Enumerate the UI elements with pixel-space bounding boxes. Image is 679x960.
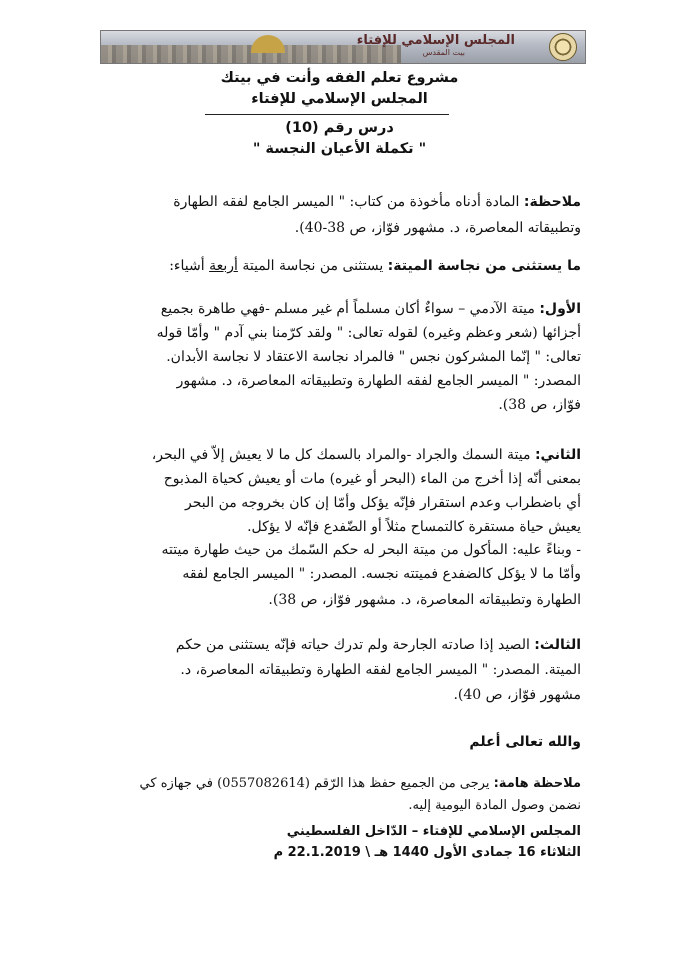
note-label: ملاحظة: xyxy=(523,194,581,210)
first-text-4: المصدر: " الميسر الجامع لفقه الطهارة وتطبيقاته المعاصرة، د. مشهور xyxy=(176,373,581,389)
important-note-text-2: نضمن وصول المادة اليومية إليه. xyxy=(408,798,581,813)
second-text-1: ميتة السمك والجراد -والمراد بالسمك كل ما لا يعيش إلاّ في البحر، xyxy=(151,447,531,463)
banner-subtitle: بيت المقدس xyxy=(422,48,465,57)
second-text-3: أي باضطراب وعدم استقرار فإنّه يؤكل وأمّا إن كان بخروجه من البحر xyxy=(185,495,581,511)
closing-phrase: والله تعالى أعلم xyxy=(469,734,581,750)
project-title: مشروع تعلم الفقه وأنت في بيتك xyxy=(220,70,459,86)
first-text-2: أجزائها (شعر وعظم وغيره) لقوله تعالى: " ولقد كرّمنا بني آدم " وأمّا قوله xyxy=(156,325,581,341)
second-line-1 xyxy=(152,445,581,465)
header-banner xyxy=(100,30,586,64)
council-logo xyxy=(549,33,577,61)
second-text-5: - وبناءً عليه: المأكول من ميتة البحر له حكم السّمك من حيث طهارة ميتته xyxy=(161,542,581,558)
exceptions-heading xyxy=(169,256,581,276)
exceptions-text-post: أشياء: xyxy=(169,258,210,274)
note-text-1: المادة أدناه مأخوذة من كتاب: " الميسر الجامع لفقه الطهارة xyxy=(173,194,520,210)
second-text-7: الطهارة وتطبيقاته المعاصرة، د. مشهور فوّاز، ص 38). xyxy=(268,592,581,608)
lesson-title: " تكملة الأعيان النجسة " xyxy=(252,141,427,157)
footer-council: المجلس الإسلامي للإفتاء – الدّاخل الفلسطيني xyxy=(286,824,581,839)
first-line-1 xyxy=(161,299,581,319)
banner-dome-image xyxy=(251,35,285,53)
first-label: الأول: xyxy=(539,301,581,317)
first-text-1: ميتة الآدمي – سواءٌ أكان مسلماً أم غير مسلم -فهي طاهرة بجميع xyxy=(160,301,535,317)
second-label: الثاني: xyxy=(534,447,581,463)
note-text-2: وتطبيقاته المعاصرة، د. مشهور فوّاز، ص 38-40). xyxy=(294,220,581,236)
important-note-line-1 xyxy=(140,774,581,794)
exceptions-label: ما يستثنى من نجاسة الميتة: xyxy=(387,258,581,274)
lesson-number: درس رقم (10) xyxy=(285,120,394,136)
council-name: المجلس الإسلامي للإفتاء xyxy=(251,91,428,107)
banner-title: المجلس الإسلامي للإفتاء xyxy=(356,33,515,48)
exceptions-text-pre: يستثنى من نجاسة الميتة xyxy=(237,258,384,274)
header-divider xyxy=(205,114,449,115)
second-text-4: يعيش حياة مستقرة كالتمساح مثلاً أو الضّفدع فإنّه لا يؤكل. xyxy=(247,519,581,535)
note-line-1 xyxy=(173,192,581,212)
first-text-5: فوّاز، ص 38). xyxy=(498,397,581,413)
important-note-label: ملاحظة هامة: xyxy=(493,776,581,791)
second-text-6: وأمّا ما لا يؤكل كالضفدع فميتته نجسه. المصدر: " الميسر الجامع لفقه xyxy=(182,566,581,582)
first-text-3: تعالى: " إنّما المشركون نجس " فالمراد نجاسة الاعتقاد لا نجاسة الأبدان. xyxy=(166,349,581,365)
third-label: الثالث: xyxy=(534,637,581,653)
third-text-3: مشهور فوّاز، ص 40). xyxy=(453,687,581,703)
footer-date: الثلاثاء 16 جمادى الأول 1440 هـ \ 22.1.2019 م xyxy=(273,845,581,860)
second-text-2: بمعنى أنّه إذا أخرج من الماء (البحر أو غيره) مات أو يعيش كحياة المذبوح xyxy=(163,471,581,487)
third-text-1: الصيد إذا صادته الجارحة ولم تدرك حياته فإنّه يستثنى من حكم xyxy=(175,637,530,653)
important-note-text-1: يرجى من الجميع حفظ هذا الرّقم (0557082614) في جهازه كي xyxy=(139,776,490,791)
third-text-2: الميتة. المصدر: " الميسر الجامع لفقه الطهارة وتطبيقاته المعاصرة، د. xyxy=(180,662,581,678)
third-line-1 xyxy=(176,635,581,655)
exceptions-count: أربعة xyxy=(209,258,238,274)
